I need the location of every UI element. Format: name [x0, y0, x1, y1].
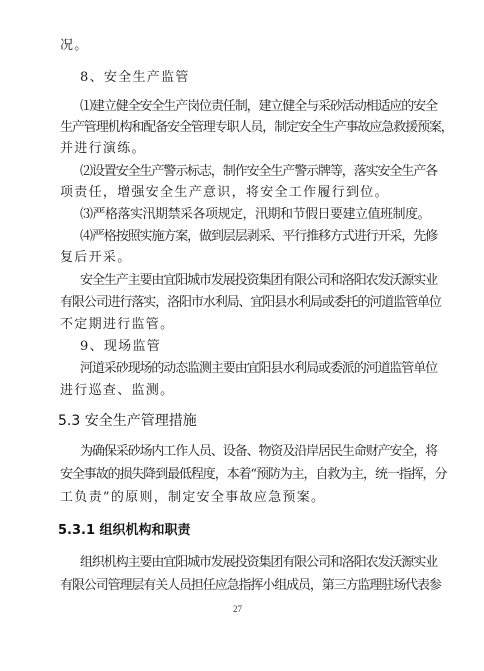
text-line: 复后开采。: [60, 250, 132, 265]
text-line: 进行巡查、监测。: [60, 383, 175, 398]
text-line: 并进行演练。: [60, 141, 146, 156]
text-line: 项责任，增强安全生产意识，将安全工作履行到位。: [60, 185, 389, 200]
text-line: 为确保采砂场内工作人员、设备、物资及沿岸居民生命财产安全，将: [80, 444, 438, 459]
text-line: 有限公司进行落实，洛阳市水利局、宜阳县水利局或委托的河道监管单位: [60, 295, 441, 310]
text-line: ⑵设置安全生产警示标志，制作安全生产警示牌等，落实安全生产各: [80, 164, 438, 179]
text-line: 安全事故的损失降到最低程度，本着“预防为主，自救为主，统一指挥，分: [60, 467, 447, 482]
list-heading-safety-supervision: 8、安全生产监管: [80, 70, 190, 85]
text-line: 生产管理机构和配备安全管理专职人员，制定安全生产事故应急救援预案，: [60, 120, 453, 135]
text-line: 组织机构主要由宜阳城市发展投资集团有限公司和洛阳农发沃源实业: [80, 555, 438, 570]
subsection-heading: 5.3.1 组织机构和职责: [58, 523, 191, 538]
text-line: 安全生产主要由宜阳城市发展投资集团有限公司和洛阳农发沃源实业: [80, 273, 438, 288]
text-line: 有限公司管理层有关人员担任应急指挥小组成员，第三方监理驻场代表参: [60, 578, 441, 593]
text-line: 工负责”的原则，制定安全事故应急预案。: [60, 490, 326, 505]
page-number: 27: [233, 604, 242, 614]
list-heading-site-supervision: 9、现场监管: [80, 339, 162, 354]
text-line: ⑶严格落实汛期禁采各项规定，汛期和节假日要建立值班制度。: [80, 207, 431, 222]
text-line: 不定期进行监管。: [60, 317, 175, 332]
text-line: 河道采砂现场的动态监测主要由宜阳县水利局或委派的河道监管单位: [80, 361, 438, 376]
text-line: ⑴建立健全安全生产岗位责任制，建立健全与采砂活动相适应的安全: [80, 99, 438, 114]
text-line: 况。: [60, 38, 89, 53]
section-heading: 5.3 安全生产管理措施: [58, 413, 197, 429]
text-line: ⑷严格按照实施方案，做到层层剥采、平行推移方式进行开采，先修: [80, 229, 438, 244]
